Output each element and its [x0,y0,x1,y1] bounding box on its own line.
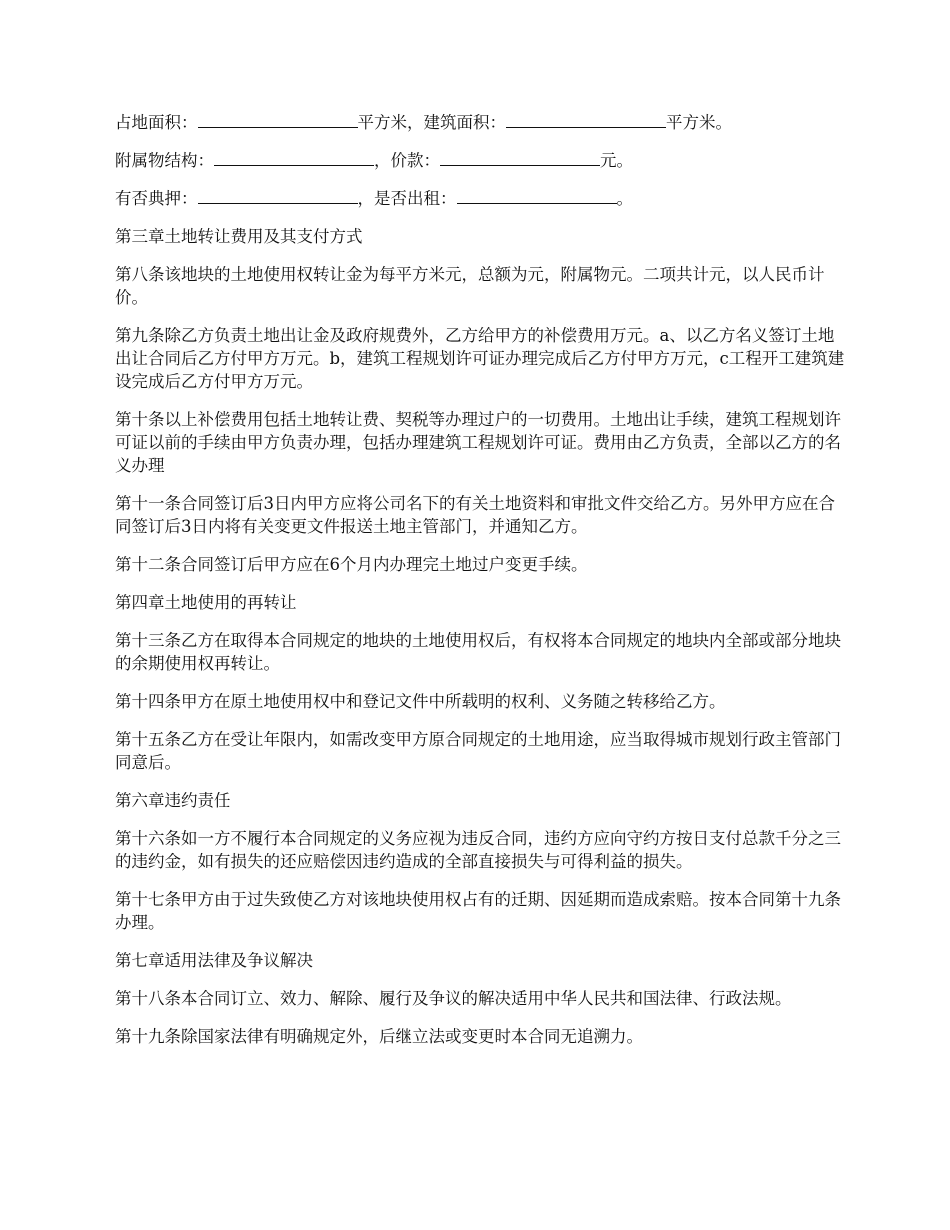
mortgage-blank [198,187,358,204]
article-paragraph: 第十三条乙方在取得本合同规定的地块的土地使用权后，有权将本合同规定的地块内全部或部分地块的余期使用权再转让。 [115,631,841,673]
chapter-heading: 第四章土地使用的再转让 [115,593,297,612]
land-area-label: 占地面积： [115,113,198,132]
article-paragraph: 第十八条本合同订立、效力、解除、履行及争议的解决适用中华人民共和国法律、行政法规。 [115,989,792,1008]
article-paragraph: 第九条除乙方负责土地出让金及政府规费外，乙方给甲方的补偿费用万元。a、以乙方名义签订土地出让合同后乙方付甲方万元。b，建筑工程规划许可证办理完成后乙方付甲方万元，c工程开工建筑建设完成后乙方付甲方万元。 [115,326,845,391]
article-paragraph: 第十四条甲方在原土地使用权中和登记文件中所载明的权利、义务随之转移给乙方。 [115,692,726,711]
article-paragraph: 第十六条如一方不履行本合同规定的义务应视为违反合同，违约方应向守约方按日支付总款千分之三的违约金，如有损失的还应赔偿因违约造成的全部直接损失与可得利益的损失。 [115,829,841,871]
mortgage-label: 有否典押： [115,189,198,208]
land-area-blank [198,111,358,128]
price-blank [440,149,600,166]
article-paragraph: 第十九条除国家法律有明确规定外，后继立法或变更时本合同无追溯力。 [115,1027,643,1046]
lease-end: 。 [616,189,633,208]
article-paragraph: 第十二条合同签订后甲方应在6个月内办理完土地过户变更手续。 [115,555,588,574]
attachment-structure-label: 附属物结构： [115,151,214,170]
form-row-mortgage [115,187,845,210]
document-page [115,111,845,1063]
article-paragraph: 第八条该地块的土地使用权转让金为每平方米元，总额为元，附属物元。二项共计元，以人民币计价。 [115,265,825,307]
building-area-label: 平方米，建筑面积： [357,113,506,132]
lease-label: ，是否出租： [357,189,457,208]
article-paragraph: 第十一条合同签订后3日内甲方应将公司名下的有关土地资料和审批文件交给乙方。另外甲方应在合同签订后3日内将有关变更文件报送土地主管部门，并通知乙方。 [115,494,835,536]
article-paragraph: 第十条以上补偿费用包括土地转让费、契税等办理过户的一切费用。土地出让手续，建筑工程规划许可证以前的手续由甲方负责办理，包括办理建筑工程规划许可证。费用由乙方负责，全部以乙方的名义办理 [115,410,841,475]
attachment-structure-blank [214,149,374,166]
chapter-heading: 第三章土地转让费用及其支付方式 [115,227,363,246]
chapter-heading: 第六章违约责任 [115,791,231,810]
price-label: ，价款： [374,151,440,170]
price-unit-end: 元。 [600,151,633,170]
article-paragraph: 第十五条乙方在受让年限内，如需改变甲方原合同规定的土地用途，应当取得城市规划行政主管部门同意后。 [115,730,841,772]
article-paragraph: 第十七条甲方由于过失致使乙方对该地块使用权占有的迁期、因延期而造成索赔。按本合同第十九条办理。 [115,890,841,932]
area-unit-end: 平方米。 [666,113,732,132]
form-row-area [115,111,845,134]
form-row-attachment [115,149,845,172]
chapter-heading: 第七章适用法律及争议解决 [115,951,313,970]
building-area-blank [506,111,666,128]
lease-blank [457,187,617,204]
